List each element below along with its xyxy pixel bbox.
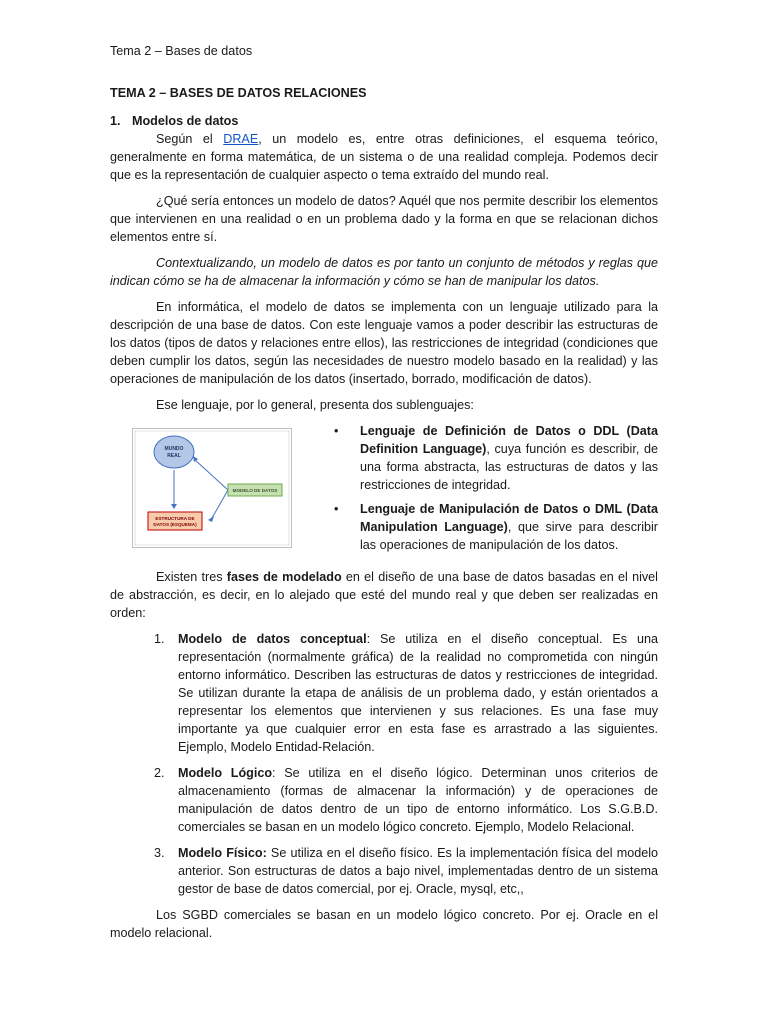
paragraph-context: Contextualizando, un modelo de datos es por tanto un conjunto de métodos y reglas que indican cómo se ha de almacenar la información y cómo se han de manipular los datos. bbox=[110, 256, 658, 288]
phase-number: 1. bbox=[154, 632, 165, 646]
phase-bold: Modelo de datos conceptual bbox=[178, 632, 367, 646]
paragraph-fases bbox=[110, 568, 658, 622]
section-heading bbox=[110, 112, 658, 130]
paragraph-fases-after: en el diseño de una base de datos basadas en el nivel de abstracción, es decir, en lo alejado que esté del mundo real y que deben ser realizadas en orden: bbox=[110, 570, 658, 620]
bullet-marker: • bbox=[334, 424, 339, 438]
diagram-node-estructura bbox=[148, 512, 202, 530]
paragraph-drae-before: Según el bbox=[156, 132, 224, 146]
node-right-label: MODELO DE DATOS bbox=[232, 488, 278, 493]
bullet-bold: Lenguaje de Definición de Datos o DDL (Data Definition Language) bbox=[360, 424, 658, 456]
paragraph-sublenguajes: Ese lenguaje, por lo general, presenta dos sublenguajes: bbox=[156, 398, 474, 412]
node-top-line2: REAL bbox=[167, 453, 181, 459]
paragraph-question: ¿Qué sería entonces un modelo de datos? Aquél que nos permite describir los elementos que intervienen en una realidad o en un problema dado y la forma en que se relacionan dichos elementos entre sí. bbox=[110, 194, 658, 244]
node-bottom-line1: ESTRUCTURA DE bbox=[155, 516, 195, 521]
phase-bold: Modelo Lógico bbox=[178, 766, 273, 780]
phase-item-fisico bbox=[110, 844, 658, 898]
drae-link[interactable]: DRAE bbox=[223, 132, 259, 146]
bullet-list bbox=[332, 422, 658, 560]
bullet-item-dml bbox=[332, 500, 658, 554]
section-number: 1. bbox=[110, 114, 121, 128]
figure-row bbox=[110, 422, 658, 560]
paragraph-fases-bold: fases de modelado bbox=[226, 570, 342, 584]
phase-item-logico bbox=[110, 764, 658, 836]
node-top-line1: MUNDO bbox=[164, 446, 184, 452]
paragraph-drae bbox=[110, 130, 658, 184]
section-title: Modelos de datos bbox=[132, 114, 239, 128]
phase-number: 2. bbox=[154, 766, 165, 780]
data-model-diagram bbox=[132, 428, 292, 548]
phase-text bbox=[178, 764, 658, 836]
phase-bold: Modelo Físico: bbox=[178, 846, 267, 860]
paragraph-drae-after: , un modelo es, entre otras definiciones, el esquema teórico, generalmente en forma matemática, de un sistema o de una realidad compleja. Podemos decir que es la representación de cualquier aspecto o tema extraído del mundo real. bbox=[110, 132, 658, 182]
bullet-text bbox=[360, 500, 658, 554]
node-bottom-line2: DATOS (ESQUEMA) bbox=[153, 522, 197, 527]
page-header: Tema 2 – Bases de datos bbox=[110, 44, 253, 58]
diagram-node-mundo-real bbox=[154, 436, 194, 468]
document-title: TEMA 2 – BASES DE DATOS RELACIONES bbox=[110, 86, 367, 100]
paragraph-informatica: En informática, el modelo de datos se implementa con un lenguaje utilizado para la descripción de una base de datos. Con este lenguaje vamos a poder describir las estructuras de los datos (tipos de datos y relaciones entre ellos), las restricciones de integridad (condiciones que deben cumplir los datos, según las necesidades de nuestro modelo basado en la realidad) y las operaciones de manipulación de los datos (insertado, borrado, modificación de datos). bbox=[110, 300, 658, 386]
phases-list bbox=[110, 630, 658, 898]
phase-item-conceptual bbox=[110, 630, 658, 756]
document-body bbox=[110, 84, 658, 950]
bullet-bold: Lenguaje de Manipulación de Datos o DML (Data Manipulation Language) bbox=[360, 502, 658, 534]
bullet-marker: • bbox=[334, 502, 339, 516]
phase-text bbox=[178, 844, 658, 898]
bullet-rest: , que sirve para describir las operaciones de manipulación de los datos. bbox=[360, 520, 658, 552]
bullet-text bbox=[360, 422, 658, 494]
phase-rest: : Se utiliza en el diseño conceptual. Es una representación (normalmente gráfica) de la realidad no comprometida con ningún entorno informático. Describen las estructuras de datos y restricciones de integridad. Se utilizan durante la etapa de análisis de un problema dado, y están orientados a representar los elementos que intervienen y sus relaciones. Es una fase muy importante ya que cualquier error en esta fase es arrastrado a las siguientes. Ejemplo, Modelo Entidad-Relación. bbox=[178, 632, 658, 754]
bullet-item-ddl bbox=[332, 422, 658, 494]
paragraph-fases-before: Existen tres bbox=[156, 570, 227, 584]
phase-number: 3. bbox=[154, 846, 165, 860]
phase-rest: : Se utiliza en el diseño lógico. Determinan unos criterios de almacenamiento (formas de almacenar la información) y de operaciones de manipulación de datos dentro de un tipo de entorno informático. Los S.G.B.D. comerciales se basan en un modelo lógico concreto. Ejemplo, Modelo Relacional. bbox=[178, 766, 658, 834]
phase-rest: Se utiliza en el diseño físico. Es la implementación física del modelo anterior. Son estructuras de datos a bajo nivel, implementadas dentro de un sistema gestor de base de datos comercial, por ej. Oracle, mysql, etc,, bbox=[178, 846, 659, 896]
phase-text bbox=[178, 630, 658, 756]
bullet-rest: , cuya función es describir, de una forma abstracta, las estructuras de datos y las restricciones de integridad. bbox=[360, 442, 658, 492]
paragraph-sgbd: Los SGBD comerciales se basan en un modelo lógico concreto. Por ej. Oracle en el modelo relacional. bbox=[110, 908, 658, 940]
